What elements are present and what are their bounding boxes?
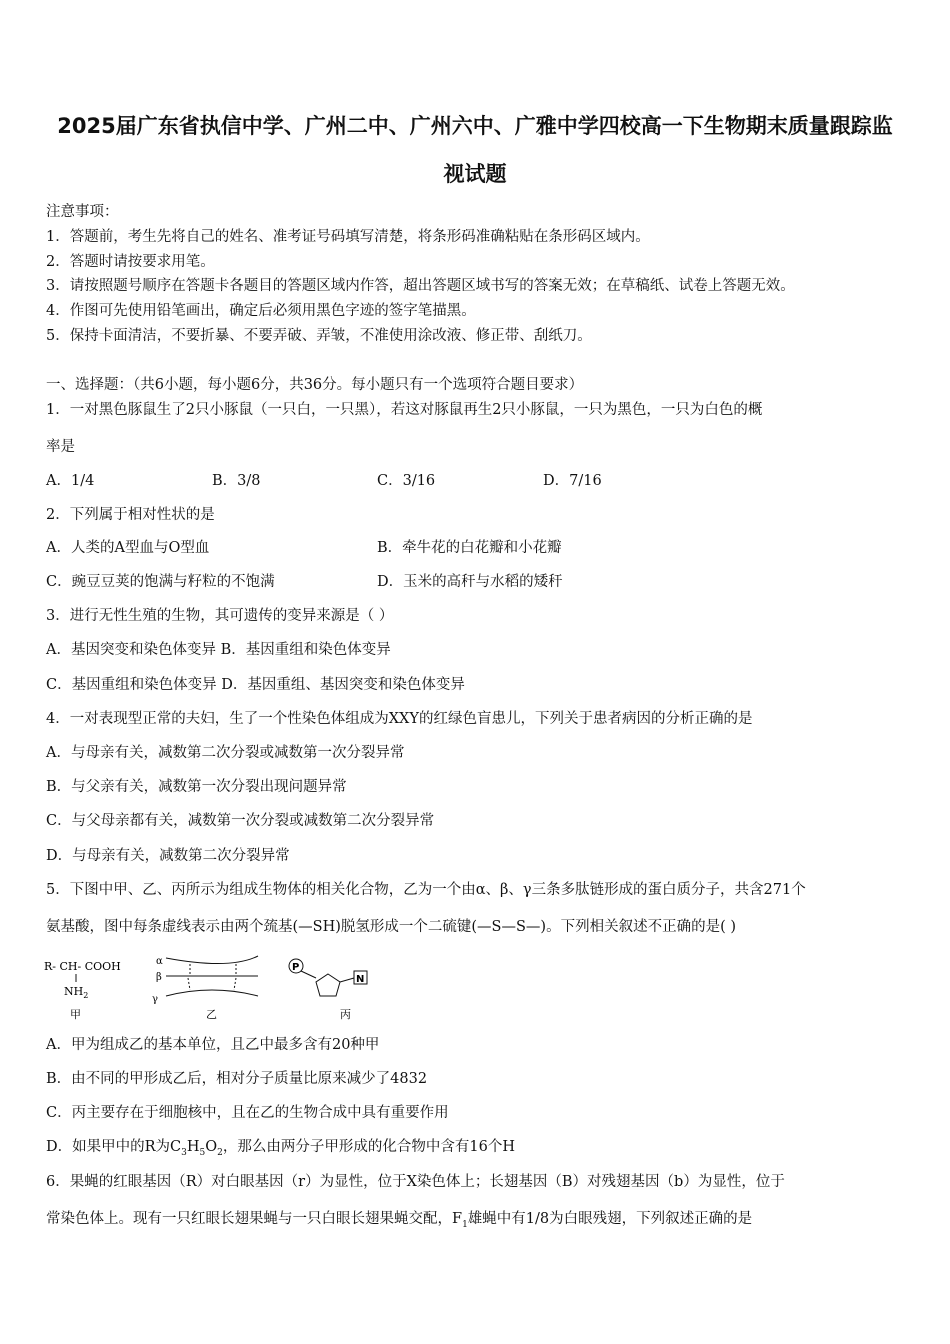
alpha-label: α <box>156 956 163 967</box>
pentose-ring <box>316 974 340 996</box>
page-title-line-2: 视试题 <box>443 162 507 186</box>
base-bond <box>340 978 354 982</box>
jia-nh2: $NH_2$ <box>64 985 89 1000</box>
beta-label: β <box>156 972 162 983</box>
q1-option-a: A．1/4 <box>46 473 95 489</box>
base-label: N <box>356 974 365 985</box>
q3-options-ab: A．基因突变和染色体变异 B．基因重组和染色体变异 <box>46 642 391 658</box>
alpha-chain <box>166 956 258 964</box>
q5-option-a: A．甲为组成乙的基本单位，且乙中最多含有20种甲 <box>46 1037 380 1053</box>
q4-option-a: A．与母亲有关，减数第二次分裂或减数第一次分裂异常 <box>46 745 405 761</box>
q1-option-b: B．3/8 <box>212 473 261 489</box>
note-item-3: 3．请按照题号顺序在答题卡各题目的答题区域内作答，超出答题区域书写的答案无效；在草稿纸、试卷上答题无效。 <box>46 278 795 294</box>
note-item-2: 2．答题时请按要求用笔。 <box>46 254 215 270</box>
section-heading: 一、选择题：（共6小题，每小题6分，共36分。每小题只有一个选项符合题目要求） <box>46 377 584 393</box>
q6-stem-line-2: 常染色体上。现有一只红眼长翅果蝇与一只白眼长翅果蝇交配，$F_1$雄蝇中有1/8为白眼残翅，下列叙述正确的是 <box>46 1211 753 1230</box>
q3-stem: 3．进行无性生殖的生物，其可遗传的变异来源是（ ） <box>46 608 394 624</box>
page-title-line-1: 2025届广东省执信中学、广州二中、广州六中、广雅中学四校高一下生物期末质量跟踪监 <box>57 114 893 138</box>
gamma-chain <box>166 990 258 996</box>
q6-stem-line-1: 6．果蝇的红眼基因（R）对白眼基因（r）为显性，位于X染色体上；长翅基因（B）对残翅基因（b）为显性，位于 <box>46 1174 785 1190</box>
note-item-4: 4．作图可先使用铅笔画出，确定后必须用黑色字迹的签字笔描黑。 <box>46 303 476 319</box>
q5-figure <box>40 952 380 1024</box>
phosphate-label: P <box>292 962 300 973</box>
q4-stem: 4．一对表现型正常的夫妇，生了一个性染色体组成为XXY的红绿色盲患儿，下列关于患者病因的分析正确的是 <box>46 711 753 727</box>
disulfide-bond-3 <box>188 978 190 990</box>
note-item-5: 5．保持卡面清洁，不要折暴、不要弄破、弄皱，不准使用涂改液、修正带、刮纸刀。 <box>46 328 592 344</box>
q4-option-c: C．与父母亲都有关，减数第一次分裂或减数第二次分裂异常 <box>46 813 435 829</box>
gamma-label: γ <box>152 994 158 1005</box>
q2-option-a: A．人类的A型血与O型血 <box>46 540 210 556</box>
q5-option-c: C．丙主要存在于细胞核中，且在乙的生物合成中具有重要作用 <box>46 1105 449 1121</box>
phosphate-bond <box>301 971 316 978</box>
jia-label: 甲 <box>70 1008 81 1021</box>
q4-option-d: D．与母亲有关，减数第二次分裂异常 <box>46 848 290 864</box>
q5-stem-line-2: 氨基酸，图中每条虚线表示由两个巯基(—SH)脱氢形成一个二硫键(—S—S—)。下列相关叙述不正确的是( ) <box>46 919 736 935</box>
q2-option-c: C．豌豆豆荚的饱满与籽粒的不饱满 <box>46 574 275 590</box>
q1-stem-line-1: 1．一对黑色豚鼠生了2只小豚鼠（一只白，一只黑），若这对豚鼠再生2只小豚鼠，一只为黑色，一只为白色的概 <box>46 402 763 418</box>
q1-stem-line-2: 率是 <box>46 439 75 455</box>
q2-option-d: D．玉米的高秆与水稻的矮秆 <box>377 574 563 590</box>
disulfide-bond-4 <box>234 978 236 990</box>
yi-label: 乙 <box>206 1008 217 1021</box>
q5-option-d: D．如果甲中的R为$C_3H_5O_2$，那么由两分子甲形成的化合物中含有16个H <box>46 1139 515 1158</box>
jia-formula: R- CH- COOH <box>44 960 121 973</box>
q5-option-b: B．由不同的甲形成乙后，相对分子质量比原来减少了4832 <box>46 1071 428 1087</box>
q4-option-b: B．与父亲有关，减数第一次分裂出现问题异常 <box>46 779 347 795</box>
notes-header: 注意事项： <box>46 204 119 220</box>
q5-stem-line-1: 5．下图中甲、乙、丙所示为组成生物体的相关化合物，乙为一个由α、β、γ三条多肽链形成的蛋白质分子，共含271个 <box>46 882 806 898</box>
q1-option-c: C．3/16 <box>377 473 436 489</box>
q2-stem: 2．下列属于相对性状的是 <box>46 507 215 523</box>
note-item-1: 1．答题前，考生先将自己的姓名、准考证号码填写清楚，将条形码准确粘贴在条形码区域内。 <box>46 229 650 245</box>
q2-option-b: B．牵牛花的白花瓣和小花瓣 <box>377 540 562 556</box>
q3-options-cd: C．基因重组和染色体变异 D．基因重组、基因突变和染色体变异 <box>46 677 465 693</box>
bing-label: 丙 <box>340 1008 351 1021</box>
q1-option-d: D．7/16 <box>543 473 602 489</box>
